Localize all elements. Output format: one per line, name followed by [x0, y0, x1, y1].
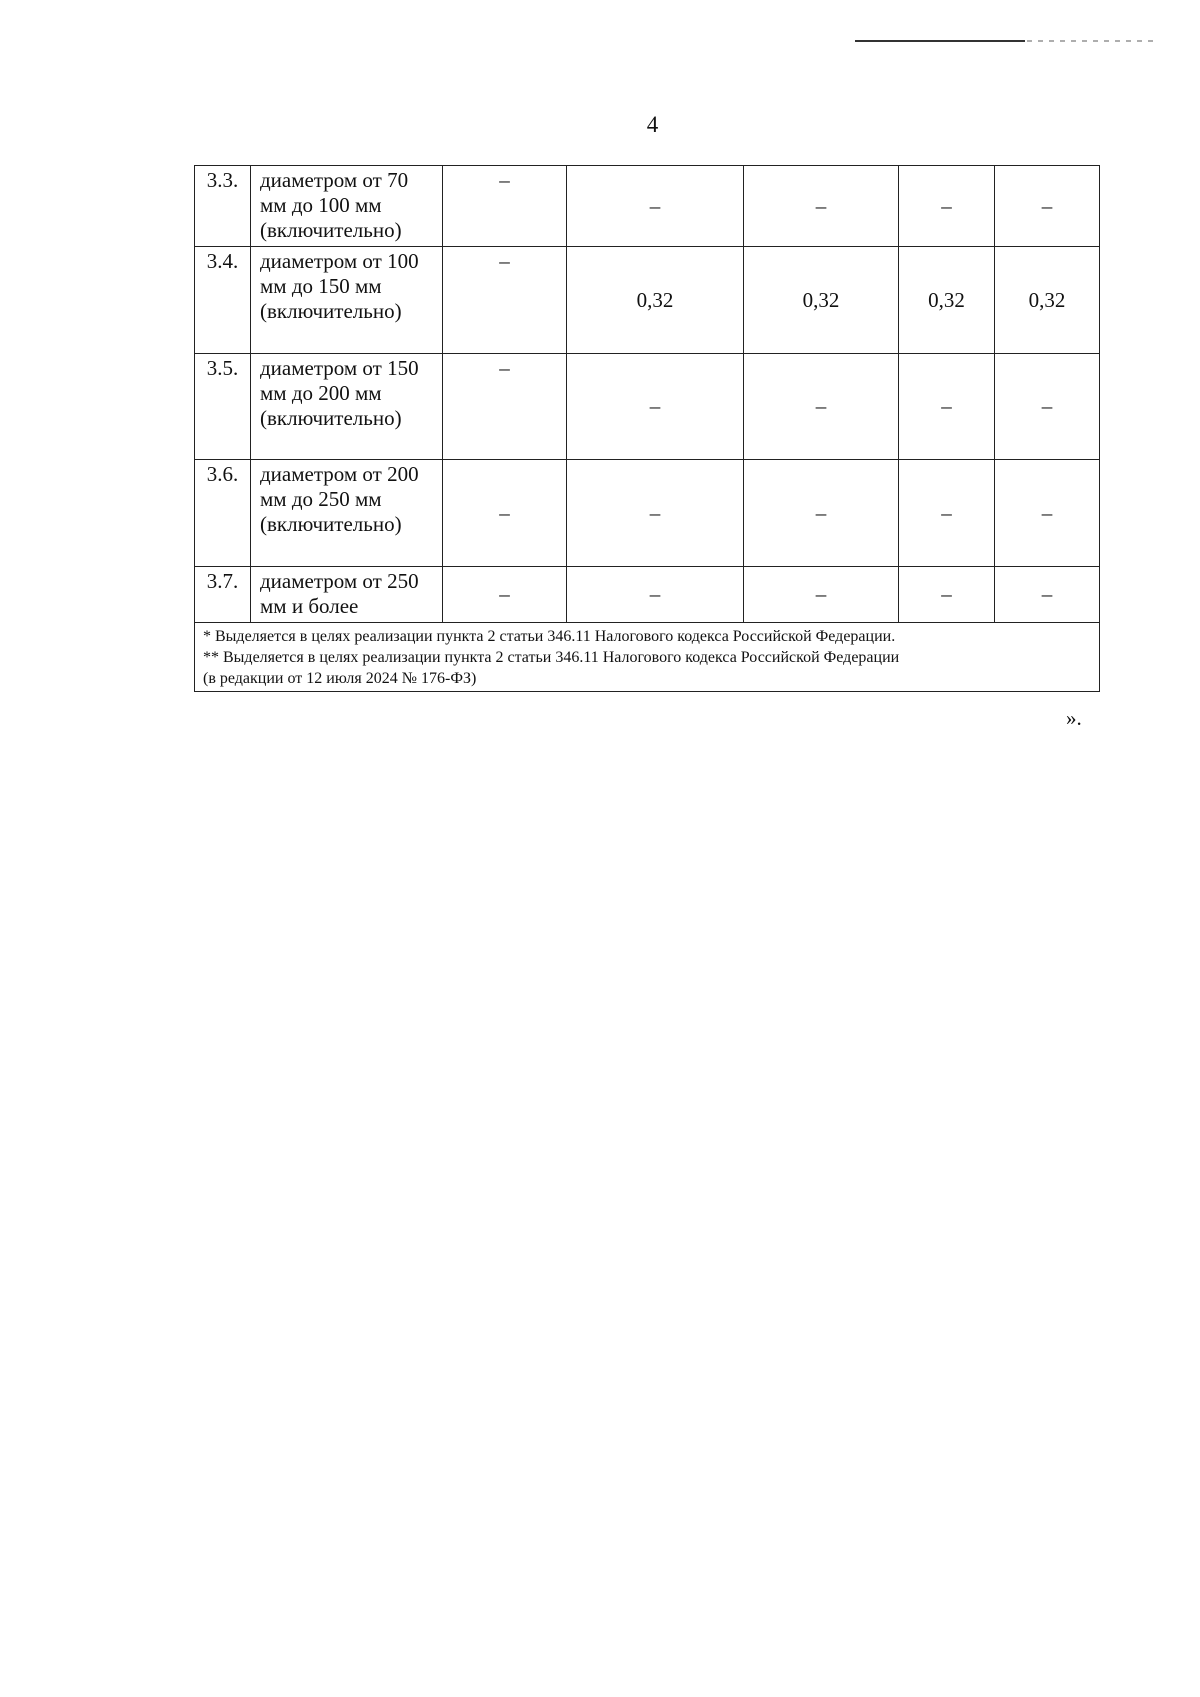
row-value-col5: – — [995, 567, 1100, 623]
row-value-col3: – — [744, 166, 899, 247]
table-row — [195, 567, 1100, 623]
row-number: 3.7. — [195, 567, 251, 623]
closing-quote-mark: ». — [1066, 706, 1082, 730]
row-value-col3: 0,32 — [744, 247, 899, 354]
row-value-col4: 0,32 — [899, 247, 995, 354]
row-number: 3.6. — [195, 460, 251, 567]
row-value-col2: 0,32 — [567, 247, 744, 354]
row-description: диаметром от 70 мм до 100 мм (включительно) — [251, 166, 443, 247]
row-value-col4: – — [899, 354, 995, 460]
scan-artifact-line — [855, 39, 1155, 43]
row-number: 3.5. — [195, 354, 251, 460]
row-value-col1: – — [443, 460, 567, 567]
row-value-col3: – — [744, 460, 899, 567]
table-row — [195, 354, 1100, 460]
rates-table-container — [194, 165, 1099, 692]
row-value-col5: – — [995, 166, 1100, 247]
footnote-2: ** Выделяется в целях реализации пункта 2 статьи 346.11 Налогового кодекса Российской Федерации — [203, 649, 900, 666]
row-description: диаметром от 150 мм до 200 мм (включительно) — [251, 354, 443, 460]
row-value-col1: – — [443, 247, 567, 354]
row-value-col2: – — [567, 354, 744, 460]
row-description: диаметром от 250 мм и более — [251, 567, 443, 623]
footnotes-cell — [195, 623, 1100, 692]
footnote-2-continuation: (в редакции от 12 июля 2024 № 176-ФЗ) — [203, 670, 477, 687]
page-number: 4 — [646, 112, 659, 137]
scan-artifact-dots — [1027, 40, 1155, 42]
row-value-col4: – — [899, 460, 995, 567]
table-row — [195, 460, 1100, 567]
rates-table — [194, 165, 1100, 692]
footnote-1: * Выделяется в целях реализации пункта 2 статьи 346.11 Налогового кодекса Российской Федерации. — [203, 628, 896, 645]
row-value-col2: – — [567, 460, 744, 567]
row-value-col5: – — [995, 354, 1100, 460]
row-description: диаметром от 200 мм до 250 мм (включительно) — [251, 460, 443, 567]
row-value-col1: – — [443, 166, 567, 247]
table-row — [195, 166, 1100, 247]
row-value-col3: – — [744, 567, 899, 623]
scan-artifact-solid — [855, 40, 1025, 42]
row-value-col4: – — [899, 166, 995, 247]
row-value-col1: – — [443, 567, 567, 623]
row-value-col4: – — [899, 567, 995, 623]
row-value-col2: – — [567, 166, 744, 247]
row-value-col5: – — [995, 460, 1100, 567]
row-number: 3.3. — [195, 166, 251, 247]
row-number: 3.4. — [195, 247, 251, 354]
row-description: диаметром от 100 мм до 150 мм (включительно) — [251, 247, 443, 354]
row-value-col5: 0,32 — [995, 247, 1100, 354]
row-value-col2: – — [567, 567, 744, 623]
row-value-col1: – — [443, 354, 567, 460]
row-value-col3: – — [744, 354, 899, 460]
footnotes-row — [195, 623, 1100, 692]
table-row — [195, 247, 1100, 354]
